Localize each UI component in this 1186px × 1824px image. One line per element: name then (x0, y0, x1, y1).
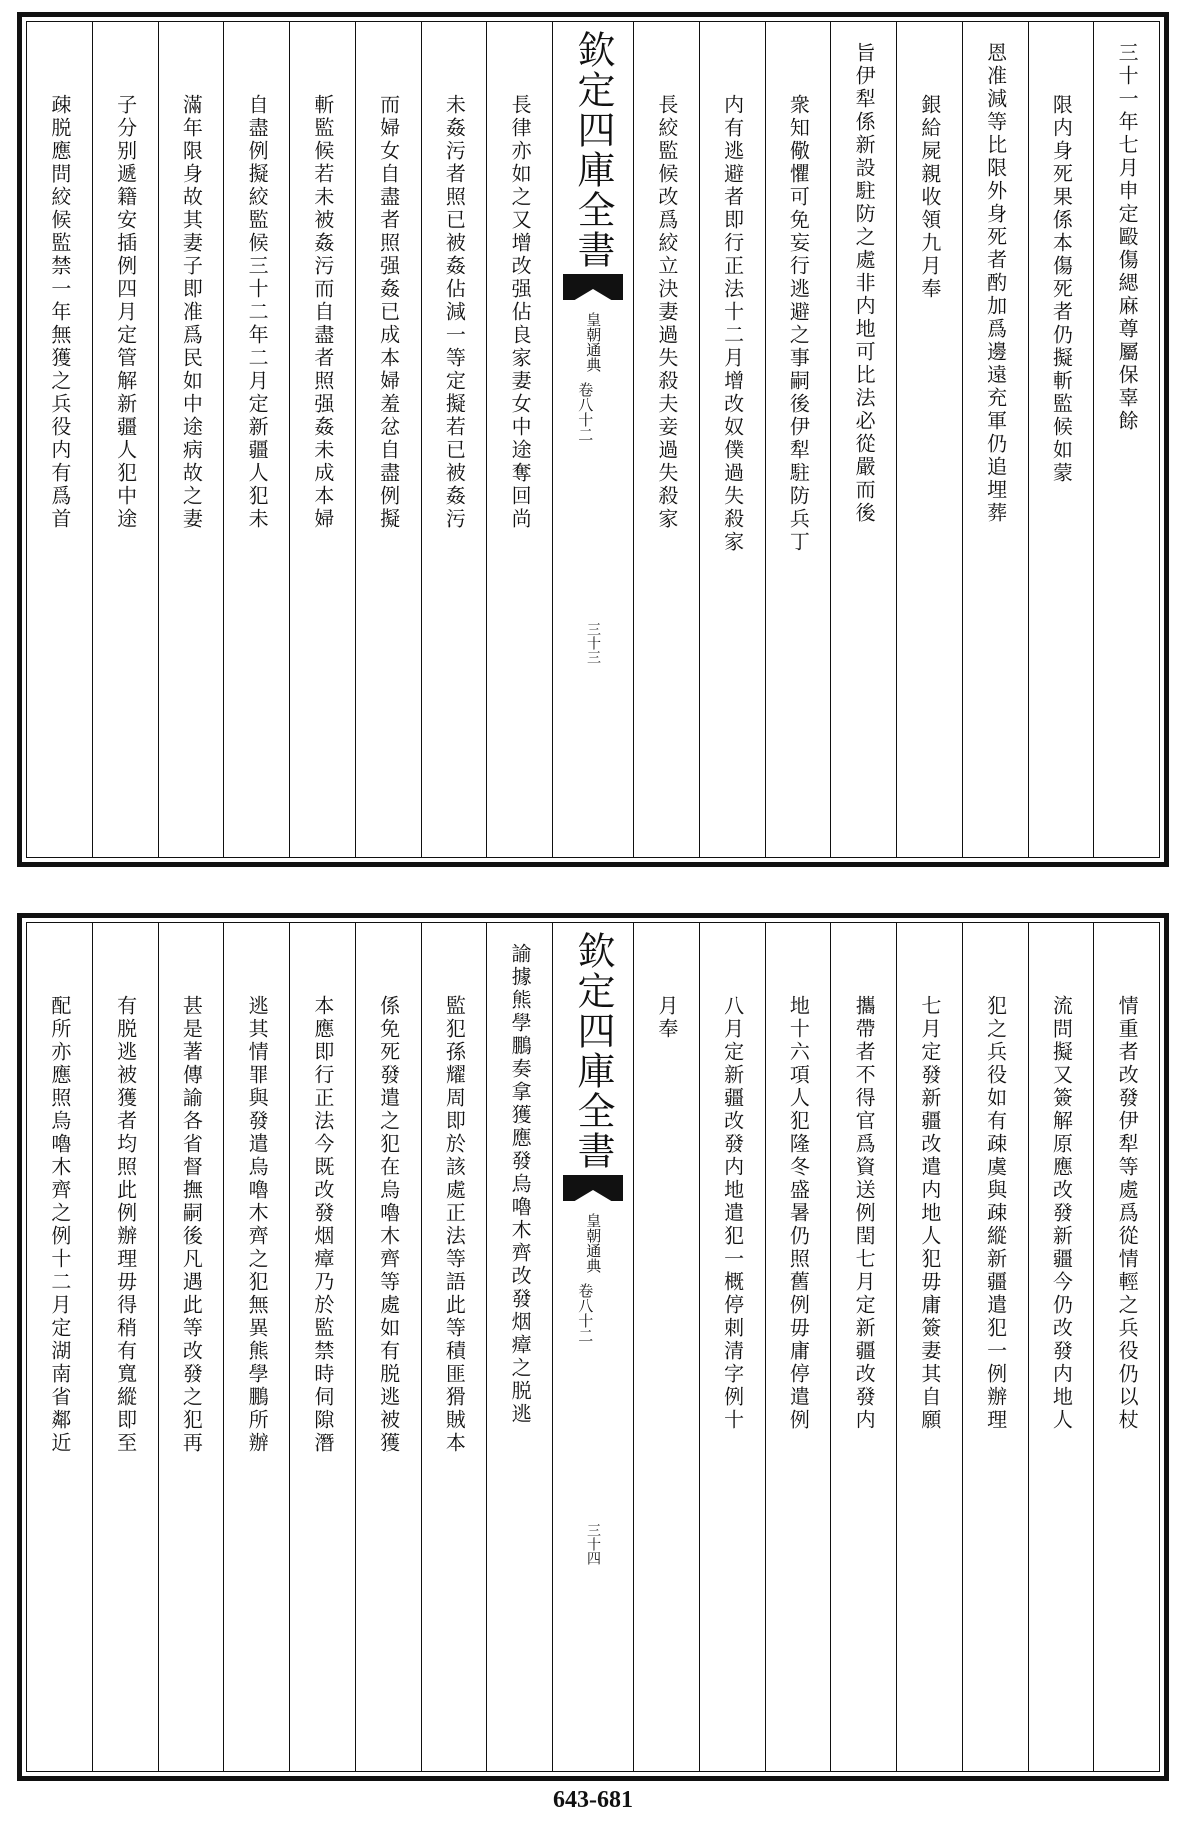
bottom-page-text-column (421, 923, 487, 1771)
top-page-text-column (289, 22, 355, 857)
top-page-text-column (830, 22, 896, 857)
volume-label: 卷八十二 (576, 1283, 595, 1343)
bottom-page-column-text: 地十六項人犯隆冬盛暑仍照舊例毋庸停遣例 (786, 995, 811, 1432)
top-page-text-column (699, 22, 765, 857)
bottom-page-text-column (699, 923, 765, 1771)
bottom-page-text-column (355, 923, 421, 1771)
bottom-page-column-text: 有脱逃被獲者均照此例辦理毋得稍有寬縱即至 (113, 995, 138, 1455)
bottom-page-column-text: 本應即行正法今既改發烟瘴乃於監禁時伺隙潛 (310, 995, 335, 1455)
top-page-column-text: 銀給屍親收領九月奉 (917, 94, 942, 301)
top-page-columns (26, 21, 1160, 858)
fishtail-ornament (563, 274, 623, 300)
page-number: 三十四 (585, 1523, 601, 1565)
top-page-column-text: 恩准減等比限外身死者酌加爲邊遠充軍仍追埋葬 (983, 42, 1008, 525)
bottom-page-text-column (27, 923, 92, 1771)
book-title: 欽定四庫全書 (571, 30, 615, 270)
volume-label: 卷八十二 (576, 382, 595, 442)
top-page-column-text: 内有逃避者即行正法十二月增改奴僕過失殺家 (720, 94, 745, 554)
bottom-page-column-text: 犯之兵役如有疎虞與疎縱新疆遣犯一例辦理 (983, 995, 1008, 1432)
top-page-column-text: 子分别遞籍安插例四月定管解新疆人犯中途 (113, 94, 138, 531)
top-page-text-column (1028, 22, 1094, 857)
bottom-page-column-text: 監犯孫耀周即於該處正法等語此等積匪猾賊本 (442, 995, 467, 1455)
sub-title: 皇朝通典 (584, 1213, 603, 1273)
bottom-page-column-text: 逃其情罪與發遣烏嚕木齊之犯無異熊學鵬所辦 (245, 995, 270, 1455)
bottom-page-column-text: 流問擬又簽解原應改發新疆今仍改發内地人 (1049, 995, 1074, 1432)
bottom-page-text-column (1093, 923, 1159, 1771)
top-page-text-column (486, 22, 552, 857)
bottom-page-text-column (223, 923, 289, 1771)
book-title: 欽定四庫全書 (571, 931, 615, 1171)
bottom-page-column-text: 八月定新疆改發内地遣犯一概停刺清字例十 (720, 995, 745, 1432)
bottom-page-column-text: 月奉 (654, 995, 679, 1041)
bottom-page-text-column (765, 923, 831, 1771)
top-page-column-text: 三十一年七月申定毆傷緦麻尊屬保辜餘 (1115, 42, 1140, 433)
top-page-text-column (1093, 22, 1159, 857)
top-page-column-text: 自盡例擬絞監候三十二年二月定新疆人犯未 (245, 94, 270, 531)
top-page-text-column (896, 22, 962, 857)
bottom-page-text-column (289, 923, 355, 1771)
top-page-column-text: 長絞監候改爲絞立決妻過失殺夫妾過失殺家 (654, 94, 679, 531)
top-page-text-column (633, 22, 699, 857)
bottom-page-text-column (896, 923, 962, 1771)
bottom-page-text-column (830, 923, 896, 1771)
top-page-column-text: 長律亦如之又增改强佔良家妻女中途奪回尚 (508, 94, 533, 531)
bottom-page-column-text: 甚是著傳諭各省督撫嗣後凡遇此等改發之犯再 (179, 995, 204, 1455)
top-page-text-column (962, 22, 1028, 857)
top-page-column-text: 衆知儆懼可免妄行逃避之事嗣後伊犁駐防兵丁 (786, 94, 811, 554)
bottom-page-center-banner (552, 923, 633, 1771)
bottom-page-text-column (962, 923, 1028, 1771)
top-page-text-column (355, 22, 421, 857)
bottom-page-column-text: 係免死發遣之犯在烏嚕木齊等處如有脱逃被獲 (376, 995, 401, 1455)
bottom-page-text-column (92, 923, 158, 1771)
top-page (17, 12, 1169, 867)
top-page-column-text: 未姦污者照已被姦佔減一等定擬若已被姦污 (442, 94, 467, 531)
bottom-page-column-text: 配所亦應照烏嚕木齊之例十二月定湖南省鄰近 (47, 995, 72, 1455)
bottom-page-text-column (1028, 923, 1094, 1771)
bottom-page-column-text: 七月定發新疆改遣内地人犯毋庸簽妻其自願 (917, 995, 942, 1432)
top-page-text-column (92, 22, 158, 857)
top-page-center-banner (552, 22, 633, 857)
sub-title: 皇朝通典 (584, 312, 603, 372)
page-number: 三十三 (585, 622, 601, 664)
bottom-page-column-text: 諭據熊學鵬奏拿獲應發烏嚕木齊改發烟瘴之脱逃 (508, 943, 533, 1426)
top-page-column-text: 斬監候若未被姦污而自盡者照强姦未成本婦 (310, 94, 335, 531)
top-page-text-column (27, 22, 92, 857)
top-page-text-column (223, 22, 289, 857)
bottom-page-column-text: 攜帶者不得官爲資送例閏七月定新疆改發内 (852, 995, 877, 1432)
bottom-page-column-text: 情重者改發伊犁等處爲從情輕之兵役仍以杖 (1115, 995, 1140, 1432)
fishtail-ornament (563, 1175, 623, 1201)
top-page-column-text: 疎脱應問絞候監禁一年無獲之兵役内有爲首 (47, 94, 72, 531)
bottom-page-columns (26, 922, 1160, 1772)
bottom-page-text-column (633, 923, 699, 1771)
bottom-page (17, 913, 1169, 1781)
top-page-column-text: 滿年限身故其妻子即准爲民如中途病故之妻 (179, 94, 204, 531)
top-page-column-text: 而婦女自盡者照强姦已成本婦羞忿自盡例擬 (376, 94, 401, 531)
bottom-page-text-column (486, 923, 552, 1771)
top-page-column-text: 限内身死果係本傷死者仍擬斬監候如蒙 (1049, 94, 1074, 485)
top-page-text-column (421, 22, 487, 857)
top-page-text-column (765, 22, 831, 857)
top-page-column-text: 旨伊犁係新設駐防之處非内地可比法必從嚴而後 (852, 42, 877, 525)
page-reference: 643-681 (553, 1787, 633, 1813)
bottom-page-text-column (158, 923, 224, 1771)
top-page-text-column (158, 22, 224, 857)
